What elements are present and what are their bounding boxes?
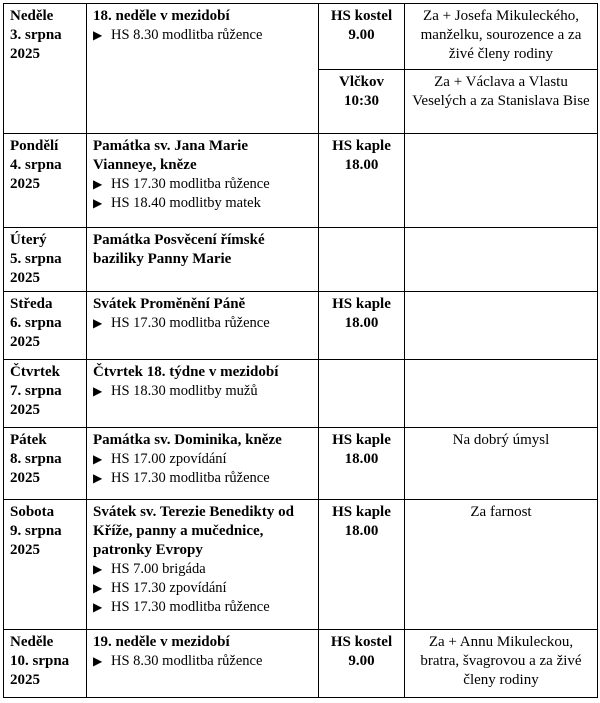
day-name: Neděle xyxy=(10,634,54,650)
day-date: 7. srpna xyxy=(10,383,62,399)
day-cell xyxy=(4,4,87,134)
feast-title: Památka Posvěcení římské baziliky Panny Marie xyxy=(93,232,265,267)
arrow-right-icon: ▶ xyxy=(93,562,103,576)
day-cell xyxy=(4,134,87,228)
mass-place: HS kostel xyxy=(330,634,393,650)
event-text: HS 18.40 modlitby matek xyxy=(111,195,261,211)
event-item xyxy=(93,469,312,488)
feast-title: Čtvrtek 18. týdne v mezidobí xyxy=(93,364,279,380)
day-cell xyxy=(4,360,87,428)
mass-time: 18.00 xyxy=(344,315,379,331)
mass-place: HS kaple xyxy=(332,504,391,520)
event-text: HS 17.30 modlitba růžence xyxy=(111,315,270,331)
mass-time: 10:30 xyxy=(344,93,379,109)
feast-cell xyxy=(87,630,319,698)
feast-title: 18. neděle v mezidobí xyxy=(93,8,230,24)
mass-place-cell xyxy=(319,500,405,630)
feast-cell xyxy=(87,292,319,360)
event-text: HS 7.00 brigáda xyxy=(111,561,206,577)
event-item xyxy=(93,382,312,401)
day-year: 2025 xyxy=(10,334,40,350)
mass-place: Vlčkov xyxy=(339,74,384,90)
schedule-row xyxy=(4,134,598,228)
liturgical-schedule-table xyxy=(3,3,598,698)
mass-intention-cell xyxy=(405,134,598,228)
day-date: 9. srpna xyxy=(10,523,62,539)
day-date: 10. srpna xyxy=(10,653,70,669)
event-item xyxy=(93,175,312,194)
feast-cell xyxy=(87,428,319,500)
mass-time: 18.00 xyxy=(344,157,379,173)
event-text: HS 17.30 modlitba růžence xyxy=(111,176,270,192)
mass-time: 18.00 xyxy=(344,523,379,539)
event-item xyxy=(93,652,312,671)
mass-intention-cell xyxy=(405,292,598,360)
schedule-row xyxy=(4,292,598,360)
event-item xyxy=(93,579,312,598)
day-date: 3. srpna xyxy=(10,27,62,43)
schedule-row xyxy=(4,630,598,698)
event-text: HS 17.00 zpovídání xyxy=(111,451,227,467)
mass-intention-cell: Za + Josefa Mikuleckého, manželku, sourozence a za živé členy rodiny xyxy=(405,4,598,70)
day-year: 2025 xyxy=(10,470,40,486)
mass-intention-cell xyxy=(405,228,598,292)
schedule-row xyxy=(4,4,598,70)
mass-time: 9.00 xyxy=(348,653,375,669)
event-text: HS 18.30 modlitby mužů xyxy=(111,383,258,399)
mass-place: HS kaple xyxy=(332,138,391,154)
day-date: 8. srpna xyxy=(10,451,62,467)
day-year: 2025 xyxy=(10,542,40,558)
feast-cell xyxy=(87,500,319,630)
feast-cell xyxy=(87,4,319,134)
day-name: Sobota xyxy=(10,504,55,520)
schedule-row xyxy=(4,428,598,500)
arrow-right-icon: ▶ xyxy=(93,581,103,595)
day-date: 6. srpna xyxy=(10,315,62,331)
day-year: 2025 xyxy=(10,270,40,286)
arrow-right-icon: ▶ xyxy=(93,316,103,330)
mass-place: HS kaple xyxy=(332,296,391,312)
mass-place-cell xyxy=(319,630,405,698)
day-name: Čtvrtek xyxy=(10,364,60,380)
event-text: HS 17.30 modlitba růžence xyxy=(111,470,270,486)
day-cell xyxy=(4,428,87,500)
event-item xyxy=(93,194,312,213)
mass-intention-cell: Na dobrý úmysl xyxy=(405,428,598,500)
mass-intention-cell: Za farnost xyxy=(405,500,598,630)
mass-place-cell xyxy=(319,134,405,228)
mass-intention-cell xyxy=(405,360,598,428)
day-date: 5. srpna xyxy=(10,251,62,267)
day-year: 2025 xyxy=(10,672,40,688)
event-item xyxy=(93,598,312,617)
day-year: 2025 xyxy=(10,176,40,192)
day-name: Neděle xyxy=(10,8,54,24)
day-name: Středa xyxy=(10,296,53,312)
day-cell xyxy=(4,500,87,630)
event-item xyxy=(93,560,312,579)
feast-title: 19. neděle v mezidobí xyxy=(93,634,230,650)
mass-place: HS kaple xyxy=(332,432,391,448)
event-text: HS 17.30 zpovídání xyxy=(111,580,227,596)
day-name: Úterý xyxy=(10,232,47,248)
mass-place: HS kostel xyxy=(330,8,393,24)
feast-title: Svátek Proměnění Páně xyxy=(93,296,246,312)
arrow-right-icon: ▶ xyxy=(93,600,103,614)
event-text: HS 8.30 modlitba růžence xyxy=(111,27,263,43)
mass-place-cell xyxy=(319,360,405,428)
event-text: HS 8.30 modlitba růžence xyxy=(111,653,263,669)
mass-place-cell xyxy=(319,4,405,70)
day-year: 2025 xyxy=(10,46,40,62)
mass-place-cell xyxy=(319,70,405,134)
day-name: Pondělí xyxy=(10,138,59,154)
arrow-right-icon: ▶ xyxy=(93,452,103,466)
event-text: HS 17.30 modlitba růžence xyxy=(111,599,270,615)
day-cell xyxy=(4,292,87,360)
schedule-row xyxy=(4,360,598,428)
arrow-right-icon: ▶ xyxy=(93,177,103,191)
mass-place-cell xyxy=(319,228,405,292)
day-name: Pátek xyxy=(10,432,47,448)
arrow-right-icon: ▶ xyxy=(93,28,103,42)
feast-cell xyxy=(87,134,319,228)
day-year: 2025 xyxy=(10,402,40,418)
arrow-right-icon: ▶ xyxy=(93,196,103,210)
arrow-right-icon: ▶ xyxy=(93,654,103,668)
mass-time: 9.00 xyxy=(348,27,375,43)
schedule-row xyxy=(4,500,598,630)
arrow-right-icon: ▶ xyxy=(93,471,103,485)
mass-place-cell xyxy=(319,292,405,360)
feast-title: Svátek sv. Terezie Benedikty od Kříže, panny a mučednice, patronky Evropy xyxy=(93,504,294,558)
day-date: 4. srpna xyxy=(10,157,62,173)
feast-title: Památka sv. Jana Marie Vianneye, kněze xyxy=(93,138,248,173)
feast-cell xyxy=(87,360,319,428)
event-item xyxy=(93,314,312,333)
schedule-row xyxy=(4,228,598,292)
day-cell xyxy=(4,228,87,292)
feast-title: Památka sv. Dominika, kněze xyxy=(93,432,282,448)
event-item xyxy=(93,26,312,45)
mass-intention-cell: Za + Václava a Vlastu Veselých a za Stanislava Bise xyxy=(405,70,598,134)
day-cell xyxy=(4,630,87,698)
mass-time: 18.00 xyxy=(344,451,379,467)
mass-intention-cell: Za + Annu Mikuleckou, bratra, švagrovou a za živé členy rodiny xyxy=(405,630,598,698)
feast-cell xyxy=(87,228,319,292)
mass-place-cell xyxy=(319,428,405,500)
arrow-right-icon: ▶ xyxy=(93,384,103,398)
event-item xyxy=(93,450,312,469)
